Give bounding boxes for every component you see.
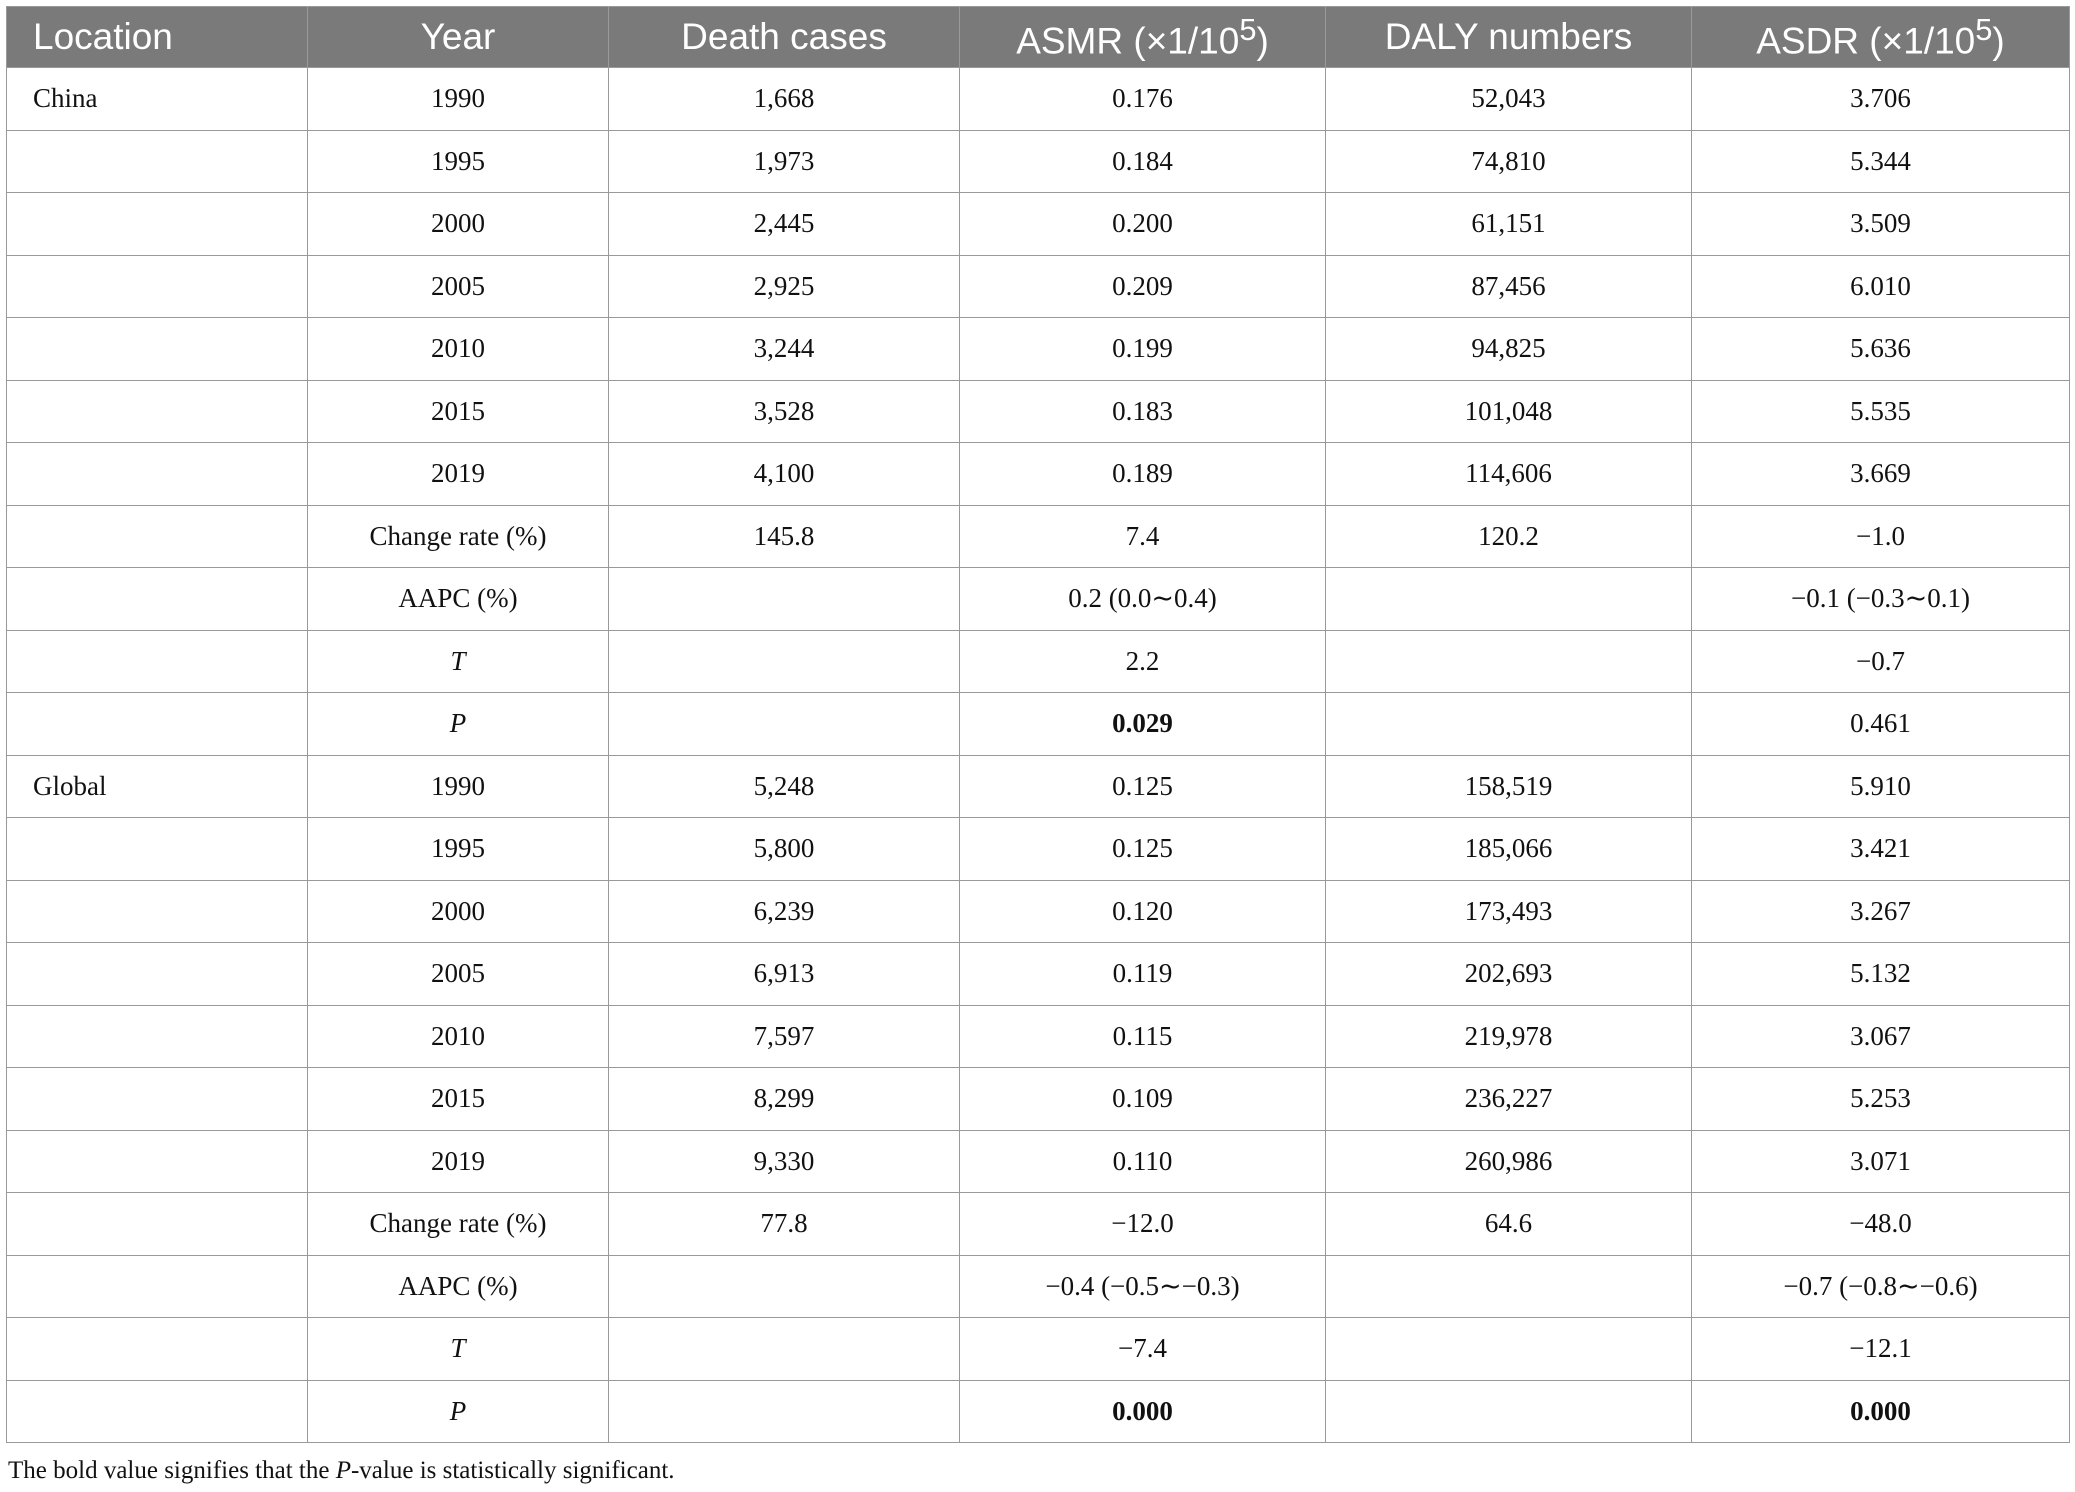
cell-location: [7, 193, 308, 256]
table-body: [7, 68, 2070, 1443]
cell-year: T: [308, 1318, 609, 1381]
cell-asmr: 7.4: [960, 505, 1326, 568]
cell-location: [7, 1318, 308, 1381]
footnote-text-start: The bold value signifies that the: [8, 1457, 336, 1484]
cell-death-cases: 5,248: [609, 755, 960, 818]
cell-year: 1995: [308, 130, 609, 193]
header-location: Location: [7, 7, 308, 68]
cell-asdr: −12.1: [1692, 1318, 2070, 1381]
cell-daly-numbers: 94,825: [1326, 318, 1692, 381]
table-row: [7, 1068, 2070, 1131]
cell-asmr: 2.2: [960, 630, 1326, 693]
cell-location: [7, 1068, 308, 1131]
cell-daly-numbers: [1326, 630, 1692, 693]
table-row: [7, 443, 2070, 506]
cell-year: 2000: [308, 880, 609, 943]
cell-year: 2010: [308, 318, 609, 381]
header-asdr: ASDR $(\times 1/10^5)$: [1692, 7, 2070, 68]
cell-asdr: −1.0: [1692, 505, 2070, 568]
cell-daly-numbers: [1326, 693, 1692, 756]
cell-asmr: 0.115: [960, 1005, 1326, 1068]
cell-location: [7, 880, 308, 943]
cell-death-cases: [609, 1318, 960, 1381]
cell-asdr: 3.509: [1692, 193, 2070, 256]
header-asmr: ASMR $(\times 1/10^5)$: [960, 7, 1326, 68]
cell-death-cases: 3,528: [609, 380, 960, 443]
cell-year: 2000: [308, 193, 609, 256]
table-footnote: [8, 1458, 675, 1483]
cell-daly-numbers: 74,810: [1326, 130, 1692, 193]
cell-asdr: −0.1 (−0.3∼0.1): [1692, 568, 2070, 631]
header-year: Year: [308, 7, 609, 68]
cell-year: 1990: [308, 68, 609, 131]
cell-asdr: 3.669: [1692, 443, 2070, 506]
cell-asmr: 0.109: [960, 1068, 1326, 1131]
header-row: [7, 7, 2070, 68]
cell-asmr: 0.120: [960, 880, 1326, 943]
cell-location: China: [7, 68, 308, 131]
cell-daly-numbers: 219,978: [1326, 1005, 1692, 1068]
cell-year: 2015: [308, 380, 609, 443]
cell-asdr: 0.461: [1692, 693, 2070, 756]
table-row: [7, 693, 2070, 756]
cell-daly-numbers: 173,493: [1326, 880, 1692, 943]
cell-location: [7, 1005, 308, 1068]
cell-death-cases: 2,925: [609, 255, 960, 318]
cell-asdr: 5.636: [1692, 318, 2070, 381]
cell-asmr: 0.029: [960, 693, 1326, 756]
cell-year: Change rate (%): [308, 505, 609, 568]
cell-asmr: −0.4 (−0.5∼−0.3): [960, 1255, 1326, 1318]
cell-location: [7, 1130, 308, 1193]
table-row: [7, 318, 2070, 381]
footnote-text-end: -value is statistically significant.: [350, 1457, 675, 1484]
table-row: [7, 880, 2070, 943]
cell-asdr: 6.010: [1692, 255, 2070, 318]
cell-year: T: [308, 630, 609, 693]
cell-location: [7, 1193, 308, 1256]
cell-daly-numbers: [1326, 1380, 1692, 1443]
cell-daly-numbers: 114,606: [1326, 443, 1692, 506]
header-death-cases: Death cases: [609, 7, 960, 68]
cell-daly-numbers: [1326, 568, 1692, 631]
cell-location: [7, 380, 308, 443]
cell-daly-numbers: 52,043: [1326, 68, 1692, 131]
cell-year: 2005: [308, 943, 609, 1006]
table-row: [7, 630, 2070, 693]
cell-year: 2005: [308, 255, 609, 318]
cell-asdr: −0.7 (−0.8∼−0.6): [1692, 1255, 2070, 1318]
cell-location: [7, 130, 308, 193]
cell-daly-numbers: 101,048: [1326, 380, 1692, 443]
cell-year: 2015: [308, 1068, 609, 1131]
cell-year: 2010: [308, 1005, 609, 1068]
cell-year: Change rate (%): [308, 1193, 609, 1256]
cell-death-cases: 3,244: [609, 318, 960, 381]
cell-asmr: 0.2 (0.0∼0.4): [960, 568, 1326, 631]
cell-location: [7, 443, 308, 506]
table-row: [7, 1255, 2070, 1318]
cell-asdr: 5.132: [1692, 943, 2070, 1006]
cell-location: [7, 693, 308, 756]
cell-location: [7, 1380, 308, 1443]
cell-daly-numbers: 185,066: [1326, 818, 1692, 881]
cell-death-cases: 77.8: [609, 1193, 960, 1256]
cell-death-cases: 1,668: [609, 68, 960, 131]
cell-asmr: 0.183: [960, 380, 1326, 443]
cell-asmr: 0.209: [960, 255, 1326, 318]
cell-asmr: 0.199: [960, 318, 1326, 381]
cell-asdr: 5.253: [1692, 1068, 2070, 1131]
cell-year: AAPC (%): [308, 568, 609, 631]
cell-daly-numbers: [1326, 1318, 1692, 1381]
cell-death-cases: [609, 630, 960, 693]
header-daly-numbers: DALY numbers: [1326, 7, 1692, 68]
table-row: [7, 1380, 2070, 1443]
cell-year: 1995: [308, 818, 609, 881]
cell-asdr: 3.067: [1692, 1005, 2070, 1068]
cell-death-cases: 7,597: [609, 1005, 960, 1068]
cell-location: [7, 318, 308, 381]
cell-daly-numbers: 202,693: [1326, 943, 1692, 1006]
cell-year: 2019: [308, 1130, 609, 1193]
cell-year: P: [308, 1380, 609, 1443]
table-row: [7, 130, 2070, 193]
cell-daly-numbers: 120.2: [1326, 505, 1692, 568]
cell-location: [7, 255, 308, 318]
cell-death-cases: 8,299: [609, 1068, 960, 1131]
cell-death-cases: [609, 1380, 960, 1443]
cell-location: [7, 568, 308, 631]
cell-asmr: 0.125: [960, 818, 1326, 881]
table-row: [7, 943, 2070, 1006]
cell-daly-numbers: 236,227: [1326, 1068, 1692, 1131]
cell-asdr: −48.0: [1692, 1193, 2070, 1256]
table-row: [7, 255, 2070, 318]
cell-death-cases: 6,913: [609, 943, 960, 1006]
cell-asmr: 0.125: [960, 755, 1326, 818]
cell-location: [7, 818, 308, 881]
cell-asdr: 5.910: [1692, 755, 2070, 818]
cell-year: 2019: [308, 443, 609, 506]
cell-asdr: 5.535: [1692, 380, 2070, 443]
table-row: [7, 193, 2070, 256]
cell-daly-numbers: 61,151: [1326, 193, 1692, 256]
cell-location: [7, 630, 308, 693]
cell-location: [7, 505, 308, 568]
cell-asdr: 3.071: [1692, 1130, 2070, 1193]
cell-death-cases: 9,330: [609, 1130, 960, 1193]
cell-asdr: 3.267: [1692, 880, 2070, 943]
cell-death-cases: 6,239: [609, 880, 960, 943]
cell-location: Global: [7, 755, 308, 818]
cell-asmr: 0.200: [960, 193, 1326, 256]
cell-asdr: 0.000: [1692, 1380, 2070, 1443]
table-row: [7, 568, 2070, 631]
table-row: [7, 380, 2070, 443]
cell-asdr: 3.421: [1692, 818, 2070, 881]
cell-death-cases: 5,800: [609, 818, 960, 881]
cell-death-cases: [609, 568, 960, 631]
cell-daly-numbers: 64.6: [1326, 1193, 1692, 1256]
cell-death-cases: 4,100: [609, 443, 960, 506]
table-row: [7, 1318, 2070, 1381]
cell-daly-numbers: 87,456: [1326, 255, 1692, 318]
cell-year: 1990: [308, 755, 609, 818]
cell-asmr: 0.000: [960, 1380, 1326, 1443]
footnote-italic-p: P: [335, 1457, 351, 1484]
cell-asdr: −0.7: [1692, 630, 2070, 693]
cell-asdr: 3.706: [1692, 68, 2070, 131]
table-row: [7, 755, 2070, 818]
table-row: [7, 1130, 2070, 1193]
cell-daly-numbers: 260,986: [1326, 1130, 1692, 1193]
cell-death-cases: 1,973: [609, 130, 960, 193]
cell-asmr: 0.176: [960, 68, 1326, 131]
cell-death-cases: 2,445: [609, 193, 960, 256]
cell-asmr: 0.184: [960, 130, 1326, 193]
cell-death-cases: 145.8: [609, 505, 960, 568]
cell-asmr: 0.110: [960, 1130, 1326, 1193]
cell-death-cases: [609, 1255, 960, 1318]
cell-location: [7, 943, 308, 1006]
data-table: [6, 6, 2070, 1443]
cell-asmr: −12.0: [960, 1193, 1326, 1256]
cell-asdr: 5.344: [1692, 130, 2070, 193]
cell-daly-numbers: 158,519: [1326, 755, 1692, 818]
cell-location: [7, 1255, 308, 1318]
table-row: [7, 1193, 2070, 1256]
table-row: [7, 68, 2070, 131]
cell-year: AAPC (%): [308, 1255, 609, 1318]
cell-asmr: 0.119: [960, 943, 1326, 1006]
cell-asmr: −7.4: [960, 1318, 1326, 1381]
table-row: [7, 505, 2070, 568]
cell-asmr: 0.189: [960, 443, 1326, 506]
cell-death-cases: [609, 693, 960, 756]
cell-year: P: [308, 693, 609, 756]
cell-daly-numbers: [1326, 1255, 1692, 1318]
table-row: [7, 1005, 2070, 1068]
table-row: [7, 818, 2070, 881]
